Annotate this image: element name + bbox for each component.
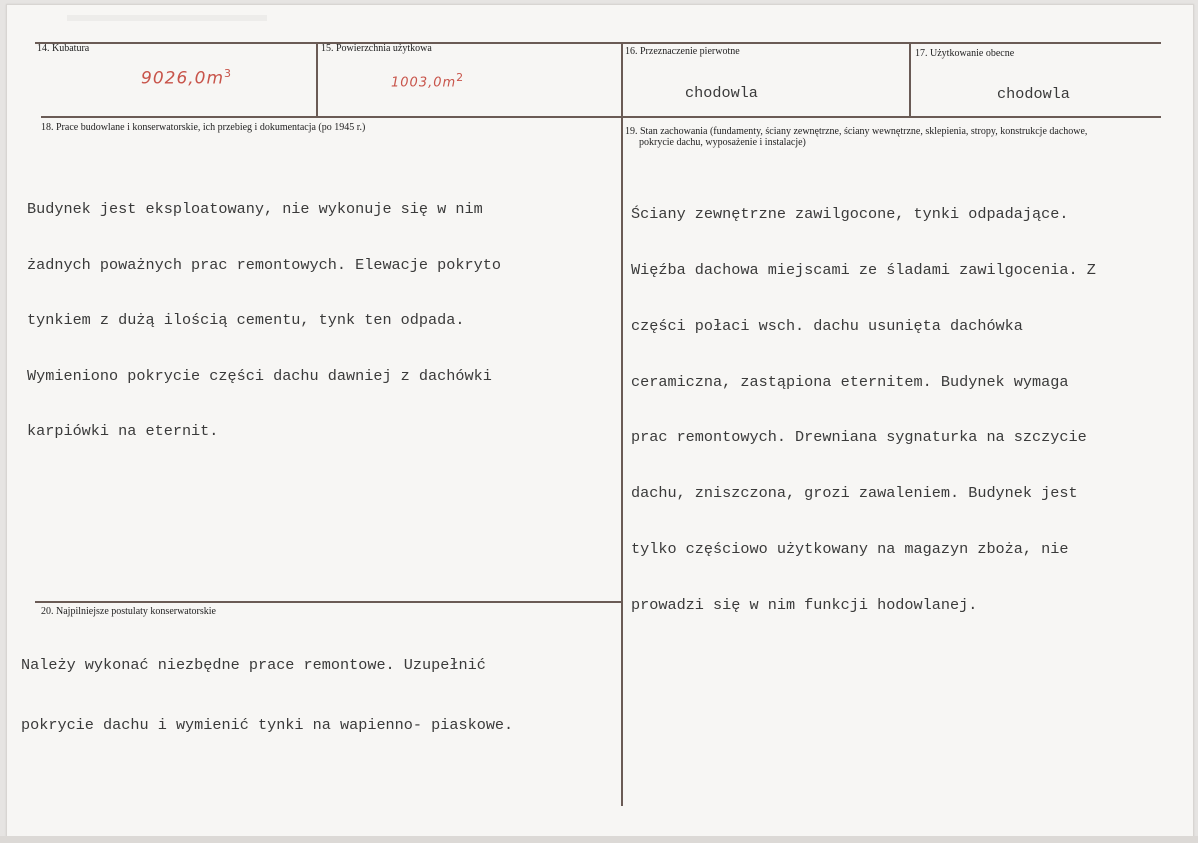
field-18-line: tynkiem z dużą ilością cementu, tynk ten odpada. [27,311,465,329]
field-18-line: Budynek jest eksploatowany, nie wykonuje się w nim [27,200,483,218]
card-bottom-edge [0,836,1198,843]
field-20-text [21,615,513,775]
section-20-rule [35,601,621,603]
record-card [6,4,1194,838]
field-19-line: prowadzi się w nim funkcji hodowlanej. [631,595,978,614]
field-15-exponent: 2 [456,71,465,84]
field-14-number: 9026,0m [141,68,225,89]
field-15-label: 15. Powierzchnia użytkowa [321,43,432,54]
field-15-number: 1003,0m [391,75,457,91]
field-20-label: 20. Najpilniejsze postulaty konserwatorskie [41,606,216,617]
field-20-line: pokrycie dachu i wymienić tynki na wapienno- piaskowe. [21,716,514,734]
field-14-exponent: 3 [224,67,233,80]
field-18-line: karpiówki na eternit. [27,422,219,440]
field-14-value [141,67,232,89]
top-rule [35,42,1161,44]
field-15-value [391,71,464,90]
field-19-line: tylko częściowo użytkowany na magazyn zboża, nie [631,539,1069,558]
divider-14-15 [316,42,318,116]
field-18-text [27,163,501,478]
field-17-label: 17. Użytkowanie obecne [915,48,1015,59]
field-18-line: Wymieniono pokrycie części dachu dawniej z dachówki [27,366,492,385]
field-19-line: części połaci wsch. dachu usunięta dachówka [631,316,1023,335]
field-16-label: 16. Przeznaczenie pierwotne [625,46,740,57]
field-19-line: prac remontowych. Drewniana sygnaturka na szczycie [631,428,1087,447]
field-14-label: 14. Kubatura [37,43,90,54]
field-19-line: Więźba dachowa miejscami ze śladami zawilgocenia. Z [631,260,1096,279]
paper-scuff [67,15,267,21]
field-19-line: ceramiczna, zastąpiona eternitem. Budynek wymaga [631,372,1069,391]
field-20-line: Należy wykonać niezbędne prace remontowe. Uzupełnić [21,656,486,674]
field-19-line: Ściany zewnętrzne zawilgocone, tynki odpadające. [631,205,1069,224]
field-19-text [631,168,1096,651]
row-rule [41,116,1161,118]
divider-16-17 [909,42,911,116]
field-17-value: chodowla [997,85,1070,103]
divider-15-16 [621,42,623,806]
field-19-label-line1: 19. Stan zachowania (fundamenty, ściany zewnętrzne, ściany wewnętrzne, sklepienia, stropy, konstrukcje dachowe, [625,126,1088,137]
field-18-label: 18. Prace budowlane i konserwatorskie, ich przebieg i dokumentacja (po 1945 r.) [41,122,366,133]
field-16-value: chodowla [685,84,758,102]
field-19-line: dachu, zniszczona, grozi zawaleniem. Budynek jest [631,484,1078,503]
field-19-label-line2: pokrycie dachu, wyposażenie i instalacje) [639,137,806,148]
field-18-line: żadnych poważnych prac remontowych. Elewacje pokryto [27,255,501,274]
